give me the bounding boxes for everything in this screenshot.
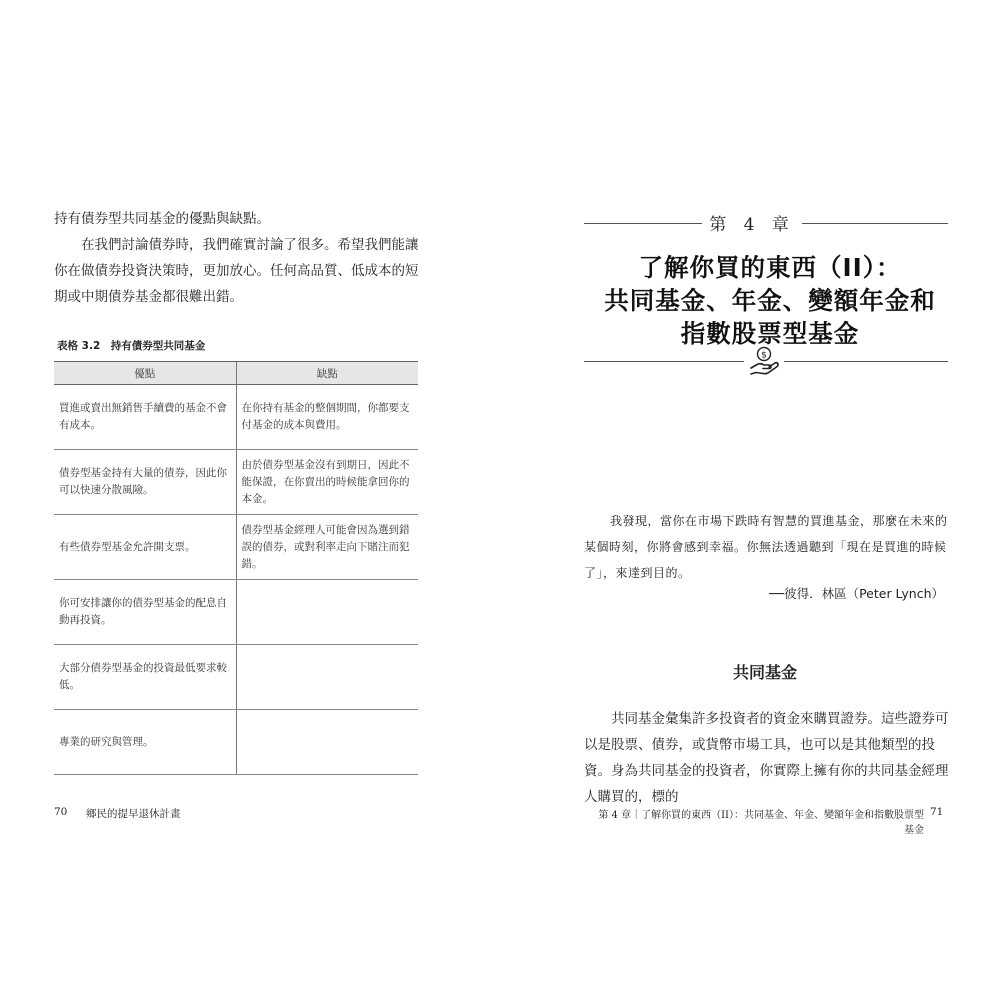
- chapter-title-line-2: 共同基金、年金、變額年金和: [604, 286, 936, 315]
- right-page-number: 71: [930, 806, 944, 818]
- paragraph-intro-end: 持有債券型共同基金的優點與缺點。: [54, 211, 270, 227]
- pro-cell: 你可安排讓你的債券型基金的配息自動再投資。: [54, 580, 236, 645]
- right-running-title: 第 4 章｜了解你買的東西（II）：共同基金、年金、變額年金和指數股票型基金: [598, 810, 924, 836]
- chapter-title-line-1: 了解你買的東西（II）：: [638, 253, 902, 282]
- epigraph-quote: 我發現，當你在市場下跌時有智慧的買進基金，那麼在未來的某個時刻，你將會感到幸福。你無法透過聽到「現在是買進的時候了」，來達到目的。: [584, 514, 948, 580]
- bond-fund-pros-cons-table: [54, 361, 418, 775]
- table-header-row: [54, 362, 418, 385]
- con-cell: 在你持有基金的整個期間，你都要支付基金的成本與費用。: [236, 385, 418, 450]
- con-cell: 債券型基金經理人可能會因為選到錯誤的債券，或對利率走向下賭注而犯錯。: [236, 515, 418, 580]
- table-row: [54, 645, 418, 710]
- section-heading: 共同基金: [732, 663, 797, 682]
- section-body-paragraph: 共同基金彙集許多投資者的資金來購買證券。這些證券可以是股票、債券，或貨幣市場工具，也可以是其他類型的投資。身為共同基金的投資者，你實際上擁有你的共同基金經理人購買的，標的: [584, 711, 949, 805]
- svg-text:$: $: [761, 350, 767, 361]
- table-row: [54, 450, 418, 515]
- con-cell: [236, 580, 418, 645]
- chapter-rule-right: [802, 223, 948, 224]
- paragraph-bonds-summary: 在我們討論債券時，我們確實討論了很多。希望我們能讓你在做債券投資決策時，更加放心。任何高品質、低成本的短期或中期債券基金都很難出錯。: [54, 237, 419, 305]
- table-row: [54, 515, 418, 580]
- epigraph-attribution: ──彼得．林區（Peter Lynch）: [769, 586, 944, 601]
- right-page: [500, 0, 1000, 1000]
- table-row: [54, 580, 418, 645]
- chapter-rule-left: [584, 223, 702, 224]
- chapter-number: 第 4 章: [709, 215, 795, 235]
- coin-hand-icon: [748, 346, 780, 376]
- pro-cell: 有些債券型基金允許開支票。: [54, 515, 236, 580]
- con-cell: [236, 645, 418, 710]
- table-row: [54, 710, 418, 775]
- ornament-rule-right: [784, 361, 948, 362]
- chapter-title-line-3: 指數股票型基金: [680, 319, 860, 348]
- pro-cell: 買進或賣出無銷售手續費的基金不會有成本。: [54, 385, 236, 450]
- left-page-number: 70: [54, 806, 68, 818]
- ornament-rule-left: [584, 361, 744, 362]
- pro-cell: 債券型基金持有大量的債券，因此你可以快速分散風險。: [54, 450, 236, 515]
- table-caption: 表格 3.2 持有債券型共同基金: [57, 340, 206, 352]
- con-cell: 由於債券型基金沒有到期日，因此不能保證，在你賣出的時候能拿回你的本金。: [236, 450, 418, 515]
- header-cons: 缺點: [236, 362, 418, 385]
- left-running-title: 鄉民的提早退休計畫: [86, 808, 181, 820]
- pro-cell: 大部分債券型基金的投資最低要求較低。: [54, 645, 236, 710]
- con-cell: [236, 710, 418, 775]
- pro-cell: 專業的研究與管理。: [54, 710, 236, 775]
- table-row: [54, 385, 418, 450]
- header-pros: 優點: [54, 362, 236, 385]
